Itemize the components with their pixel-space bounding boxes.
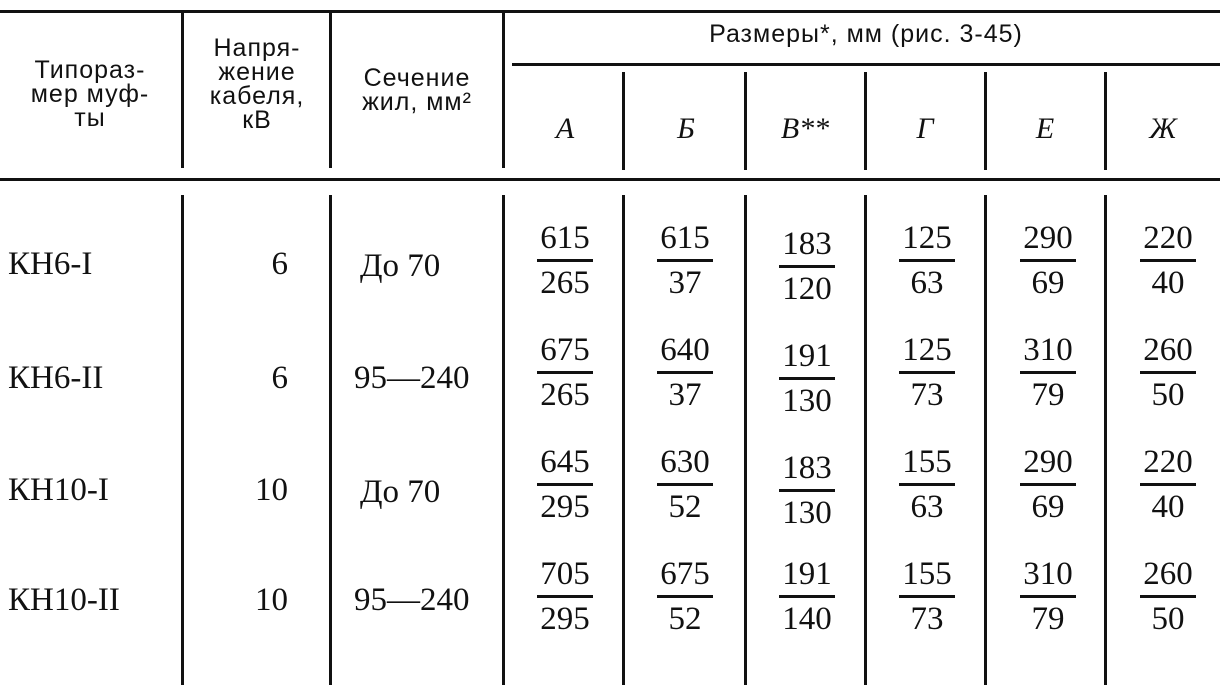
row3-size-zh: 220 40 [1128, 444, 1208, 525]
header-bottom-rule [0, 178, 1220, 181]
row3-section: До 70 [360, 474, 441, 510]
body-divider-8 [1104, 195, 1107, 685]
row4-type: КН10-II [8, 582, 120, 618]
row2-size-b: 640 37 [645, 332, 725, 413]
row3-size-b: 630 52 [645, 444, 725, 525]
row3-size-v: 183 130 [767, 450, 847, 531]
row1-size-b: 615 37 [645, 220, 725, 301]
col-divider-5 [744, 72, 747, 170]
row3-type: КН10-I [8, 472, 109, 508]
row4-size-g: 155 73 [887, 556, 967, 637]
colhead-g: Г [916, 112, 934, 145]
body-divider-4 [622, 195, 625, 685]
row1-size-g: 125 63 [887, 220, 967, 301]
sizes-header-rule [512, 63, 1220, 66]
colhead-zh: Ж [1149, 112, 1177, 145]
body-divider-3 [502, 195, 505, 685]
row2-size-zh: 260 50 [1128, 332, 1208, 413]
row2-type: КН6-II [8, 360, 104, 396]
row4-voltage: 10 [255, 582, 288, 618]
header-sizes-title: Размеры*, мм (рис. 3-45) [709, 20, 1023, 48]
row1-section: До 70 [360, 248, 441, 284]
body-divider-1 [181, 195, 184, 685]
row3-size-a: 645 295 [525, 444, 605, 525]
body-divider-2 [329, 195, 332, 685]
row4-size-b: 675 52 [645, 556, 725, 637]
col-divider-6 [864, 72, 867, 170]
row2-size-a: 675 265 [525, 332, 605, 413]
row4-section: 95—240 [354, 582, 470, 618]
row1-size-v: 183 120 [767, 226, 847, 307]
body-divider-7 [984, 195, 987, 685]
col-divider-7 [984, 72, 987, 170]
colhead-b: Б [677, 112, 695, 145]
header-voltage: Напря- жение кабеля, кВ [209, 34, 305, 134]
row2-size-v: 191 130 [767, 338, 847, 419]
header-type: Типораз- мер муф- ты [30, 56, 150, 132]
row4-size-a: 705 295 [525, 556, 605, 637]
colhead-a: А [555, 112, 575, 145]
col-divider-4 [622, 72, 625, 170]
row1-size-zh: 220 40 [1128, 220, 1208, 301]
row3-size-g: 155 63 [887, 444, 967, 525]
colhead-e: Е [1035, 112, 1055, 145]
col-divider-3 [502, 12, 505, 168]
body-divider-6 [864, 195, 867, 685]
row2-size-e: 310 79 [1008, 332, 1088, 413]
row3-voltage: 10 [255, 472, 288, 508]
row3-size-e: 290 69 [1008, 444, 1088, 525]
col-divider-8 [1104, 72, 1107, 170]
row2-voltage: 6 [271, 360, 288, 396]
row2-section: 95—240 [354, 360, 470, 396]
colhead-v: В** [780, 112, 830, 145]
row1-size-a: 615 265 [525, 220, 605, 301]
header-section: Сечение жил, мм² [362, 64, 472, 116]
row4-size-e: 310 79 [1008, 556, 1088, 637]
row1-size-e: 290 69 [1008, 220, 1088, 301]
body-divider-5 [744, 195, 747, 685]
row4-size-zh: 260 50 [1128, 556, 1208, 637]
row1-voltage: 6 [271, 246, 288, 282]
row1-type: КН6-I [8, 246, 93, 282]
row4-size-v: 191 140 [767, 556, 847, 637]
col-divider-1 [181, 12, 184, 168]
row2-size-g: 125 73 [887, 332, 967, 413]
col-divider-2 [329, 12, 332, 168]
